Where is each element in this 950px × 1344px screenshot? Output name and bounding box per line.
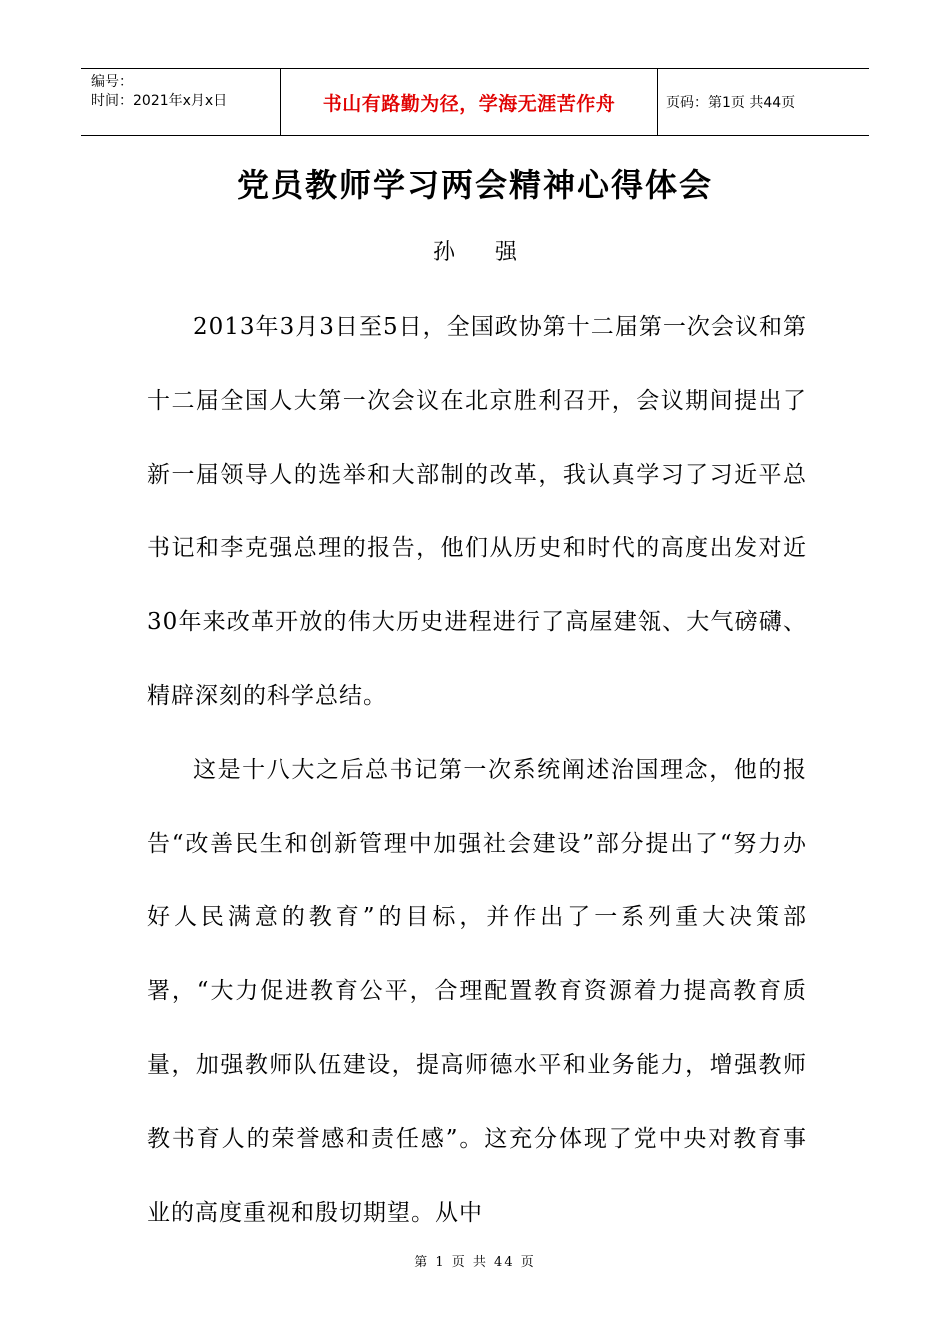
document-title: 党员教师学习两会精神心得体会 <box>236 166 713 204</box>
paragraph-2: 这是十八大之后总书记第一次系统阐述治国理念，他的报告“改善民生和创新管理中加强社会建设”部分提出了“努力办好人民满意的教育”的目标，并作出了一系列重大决策部署，“大力促进教育公平，合理配置教育资源着力提高教育质量，加强教师队伍建设，提高师德水平和业务能力，增强教师教书育人的荣誉感和责任感”。这充分体现了党中央对教育事业的高度重视和殷切期望。从中 <box>147 756 807 1226</box>
motto-text: 书山有路勤为径，学海无涯苦作舟 <box>322 92 616 115</box>
paragraph-1: 2013年3月3日至5日，全国政协第十二届第一次会议和第十二届全国人大第一次会议在北京胜利召开，会议期间提出了新一届领导人的选举和大部制的改革，我认真学习了习近平总书记和李克强总理的报告，他们从历史和时代的高度出发对近30年来改革开放的伟大历史进程进行了高屋建瓴、大气磅礴、精辟深刻的科学总结。 <box>147 314 807 709</box>
header-motto-cell <box>280 69 658 135</box>
author-name: 孙强 <box>432 240 557 265</box>
page-footer: 第 1 页 共 44 页 <box>414 1255 536 1270</box>
header-meta-cell <box>81 69 280 135</box>
header-page-cell <box>658 69 869 135</box>
header-table <box>81 68 869 136</box>
page-info: 页码：第1页 共44页 <box>666 95 796 111</box>
number-label: 编号： <box>91 74 133 90</box>
document-body <box>147 291 807 1250</box>
author-line <box>0 236 950 270</box>
time-label: 时间：2021年x月x日 <box>91 93 228 109</box>
